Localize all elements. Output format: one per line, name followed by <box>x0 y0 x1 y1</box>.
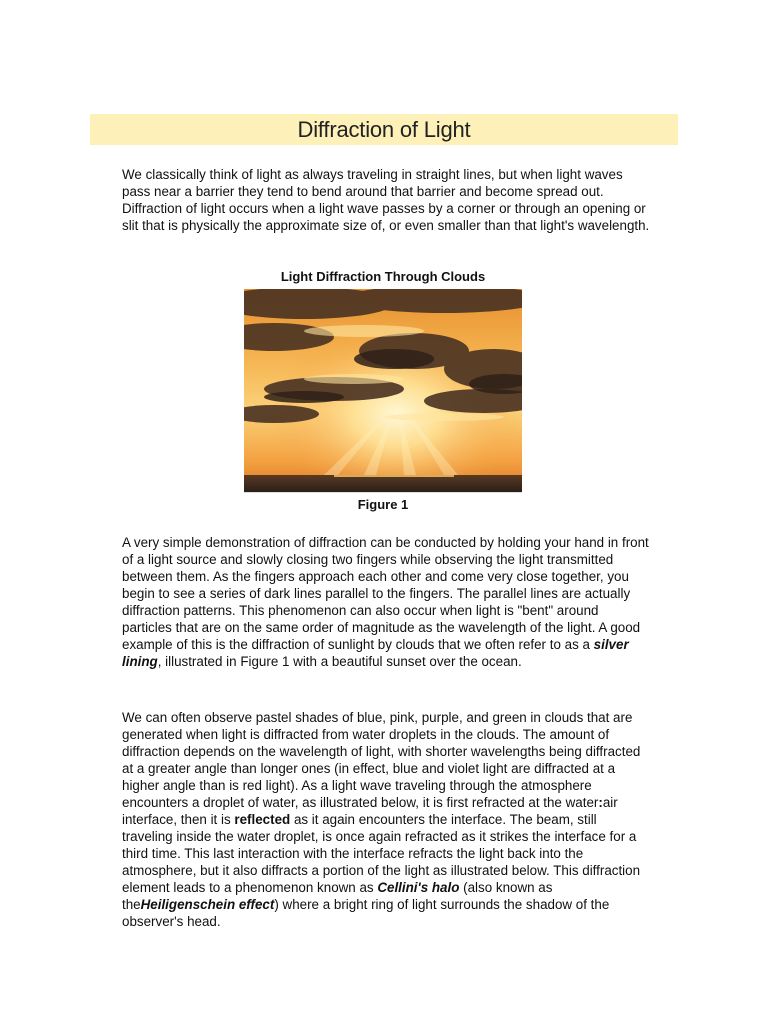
silver-lining-term: silver lining <box>122 637 629 669</box>
demonstration-paragraph <box>122 534 650 670</box>
paragraph2-text-before: A very simple demonstration of diffraction can be conducted by holding your hand in front of a light source and slowly closing two fingers while observing the light transmitted between them. As the fingers approach each other and come very close together, you begin to see a series of dark lines parallel to the fingers. The parallel lines are actually diffraction patterns. This phenomenon can also occur when light is "bent" around particles that are on the same order of magnitude as the wavelength of the light. A good example of this is the diffraction of sunlight by clouds that we often refer to as a <box>122 535 649 652</box>
intro-paragraph: We classically think of light as always traveling in straight lines, but when light waves pass near a barrier they tend to bend around that barrier and become spread out. Diffraction of light occurs when a light wave passes by a corner or through an opening or slit that is physically the approximate size of, or even smaller than that light's wavelength. <box>122 167 650 233</box>
figure-caption: Figure 1 <box>357 497 409 512</box>
sunset-clouds-image <box>244 289 522 493</box>
reflected-term: reflected <box>234 812 291 827</box>
pastel-clouds-paragraph <box>122 709 650 930</box>
paragraph3-text-4: (also known as the <box>122 880 553 912</box>
paragraph3-text-1: We can often observe pastel shades of blue, pink, purple, and green in clouds that are generated when light is diffracted from water droplets in the clouds. The amount of diffraction depends on the wavelength of light, with shorter wavelengths being diffracted at a greater angle than longer ones (in effect, blue and violet light are diffracted at a higher angle than is red light). As a light wave traveling through the atmosphere encounters a droplet of water, as illustrated below, it is first refracted at the water <box>122 710 641 810</box>
cellini-halo-term: Cellini's halo <box>377 880 460 895</box>
water-air-colon: : <box>598 795 603 810</box>
title-banner <box>90 114 678 145</box>
paragraph3-text-2: air interface, then it is <box>122 795 618 827</box>
figure-title: Light Diffraction Through Clouds <box>280 269 486 284</box>
paragraph2-text-after: , illustrated in Figure 1 with a beautiful sunset over the ocean. <box>157 654 522 669</box>
paragraph3-text-3: as it again encounters the interface. The beam, still traveling inside the water droplet, is once again refracted as it strikes the interface for a third time. This last interaction with the interface refracts the light back into the atmosphere, but it also diffracts a portion of the light as illustrated below. This diffraction element leads to a phenomenon known as <box>122 812 641 895</box>
paragraph3-text-5: ) where a bright ring of light surrounds the shadow of the observer's head. <box>122 897 610 929</box>
page-title: Diffraction of Light <box>297 116 471 142</box>
heiligenschein-term: Heiligenschein effect <box>140 897 275 912</box>
